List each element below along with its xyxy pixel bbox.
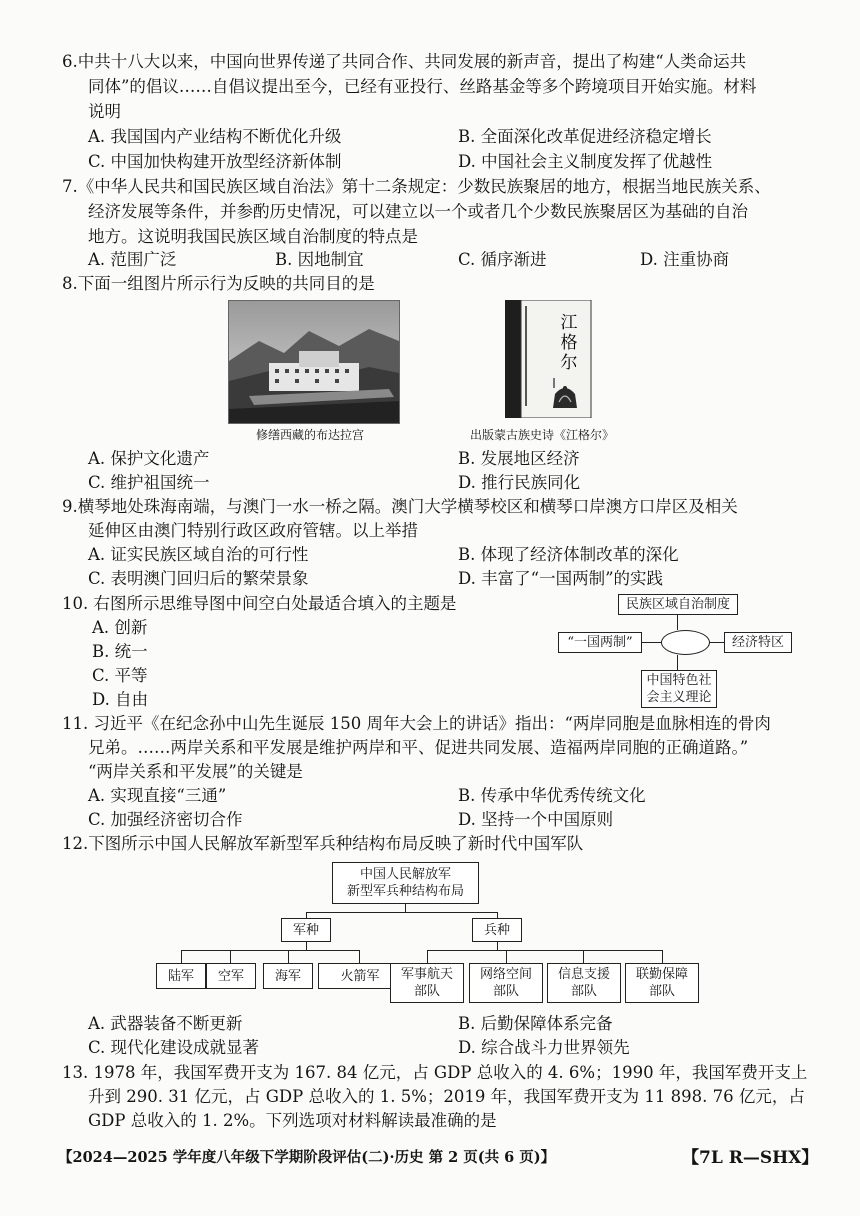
tree-information-support-node <box>547 963 621 1003</box>
q8-option-c: C. 维护祖国统一 <box>88 473 210 492</box>
q12-option-a: A. 武器装备不断更新 <box>88 1014 243 1033</box>
q10-option-b: B. 统一 <box>92 642 148 661</box>
information-support-line-2: 部队 <box>570 984 597 999</box>
cyberspace-line-2: 部队 <box>492 984 519 999</box>
q9-stem-line-2: 延伸区由澳门特别行政区政府管辖。以上举措 <box>88 521 418 540</box>
book-title-char-3: 尔 <box>560 353 578 373</box>
q9-option-b: B. 体现了经济体制改革的深化 <box>458 545 679 564</box>
q11-stem-line-3: “两岸关系和平发展”的关键是 <box>88 762 303 781</box>
q11-option-a: A. 实现直接“三通” <box>88 786 227 805</box>
jangar-book-image <box>503 300 593 418</box>
joint-logistics-line-1: 联勤保障 <box>635 967 688 982</box>
q7-option-d: D. 注重协商 <box>640 250 730 269</box>
tree-joint-logistics-node <box>625 963 699 1003</box>
q6-stem-line-2: 同体”的倡议……自倡议提出至今，已经有亚投行、丝路基金等多个跨境项目开始实施。材料 <box>88 77 757 96</box>
q10-option-d: D. 自由 <box>92 690 149 709</box>
book-title-char-2: 格 <box>560 333 578 353</box>
q9-option-a: A. 证实民族区域自治的可行性 <box>88 545 309 564</box>
tree-arms-node: 兵种 <box>472 918 522 942</box>
q10-option-c: C. 平等 <box>92 666 148 685</box>
q6-stem-line-3: 说明 <box>88 102 121 121</box>
aerospace-line-1: 军事航天 <box>400 967 453 982</box>
q7-option-a: A. 范围广泛 <box>88 250 177 269</box>
page-footer-code: 【7L R—SHX】 <box>682 1148 819 1168</box>
q6-option-d: D. 中国社会主义制度发挥了优越性 <box>458 152 713 171</box>
tree-army-node: 陆军 <box>156 963 206 989</box>
mindmap-bottom-node <box>641 670 717 708</box>
mindmap-bottom-line-2: 会主义理论 <box>646 690 712 705</box>
q7-option-c: C. 循序渐进 <box>458 250 547 269</box>
tree-cyberspace-force-node <box>469 963 543 1003</box>
tree-root-line-1: 中国人民解放军 <box>359 867 451 882</box>
q8-stem: 8.下面一组图片所示行为反映的共同目的是 <box>62 274 375 293</box>
q7-stem-line-2: 经济发展等条件，并参酌历史情况，可以建立以一个或者几个少数民族聚居区为基础的自治 <box>88 202 748 221</box>
q10-option-a: A. 创新 <box>92 618 148 637</box>
mindmap-center-blank <box>661 630 710 655</box>
tree-navy-node: 海军 <box>263 963 313 989</box>
tree-aerospace-force-node <box>390 963 464 1003</box>
q8-option-d: D. 推行民族同化 <box>458 473 581 492</box>
q13-stem-line-3: GDP 总收入的 1. 2%。下列选项对材料解读最准确的是 <box>88 1111 497 1130</box>
potala-palace-photo <box>228 300 400 424</box>
q9-option-d: D. 丰富了“一国两制”的实践 <box>458 569 664 588</box>
q11-stem-line-1: 11. 习近平《在纪念孙中山先生诞辰 150 周年大会上的讲话》指出：“两岸同胞是血脉相连的骨肉 <box>62 714 771 733</box>
tree-root-line-2: 新型军兵种结构布局 <box>346 884 464 899</box>
q7-stem-line-1: 7.《中华人民共和国民族区域自治法》第十二条规定：少数民族聚居的地方，根据当地民族关系、 <box>62 177 771 196</box>
q8-option-a: A. 保护文化遗产 <box>88 449 210 468</box>
q12-option-d: D. 综合战斗力世界领先 <box>458 1038 630 1057</box>
q10-stem: 10. 右图所示思维导图中间空白处最适合填入的主题是 <box>62 594 457 613</box>
q9-option-c: C. 表明澳门回归后的繁荣景象 <box>88 569 309 588</box>
joint-logistics-line-2: 部队 <box>648 984 675 999</box>
tree-rocket-force-node: 火箭军 <box>318 963 402 989</box>
mindmap-top-node: 民族区域自治制度 <box>618 594 738 615</box>
jangar-book-caption: 出版蒙古族史诗《江格尔》 <box>470 428 615 442</box>
aerospace-line-2: 部队 <box>413 984 440 999</box>
q9-stem-line-1: 9.横琴地处珠海南端，与澳门一水一桥之隔。澳门大学横琴校区和横琴口岸澳方口岸区及相关 <box>62 497 738 516</box>
book-title-char-1: 江 <box>560 313 578 333</box>
q13-stem-line-1: 13. 1978 年，我国军费开支为 167. 84 亿元，占 GDP 总收入的 4. 6%；1990 年，我国军费开支上 <box>62 1063 808 1082</box>
tree-air-force-node: 空军 <box>206 963 256 989</box>
q11-stem-line-2: 兄弟。……两岸关系和平发展是维护两岸和平、促进共同发展、造福两岸同胞的正确道路。” <box>88 738 749 757</box>
q6-stem-line-1: 6.中共十八大以来，中国向世界传递了共同合作、共同发展的新声音，提出了构建“人类命运共 <box>62 52 747 71</box>
mindmap-right-node: 经济特区 <box>724 632 792 653</box>
q7-option-b: B. 因地制宜 <box>275 250 364 269</box>
q6-option-a: A. 我国国内产业结构不断优化升级 <box>88 127 342 146</box>
q12-option-c: C. 现代化建设成就显著 <box>88 1038 260 1057</box>
q11-option-d: D. 坚持一个中国原则 <box>458 810 614 829</box>
mindmap-bottom-line-1: 中国特色社 <box>646 673 712 688</box>
information-support-line-1: 信息支援 <box>557 967 610 982</box>
cyberspace-line-1: 网络空间 <box>479 967 532 982</box>
q11-option-b: B. 传承中华优秀传统文化 <box>458 786 646 805</box>
tree-root-node <box>332 862 479 904</box>
q6-option-b: B. 全面深化改革促进经济稳定增长 <box>458 127 712 146</box>
q6-option-c: C. 中国加快构建开放型经济新体制 <box>88 152 342 171</box>
q8-option-b: B. 发展地区经济 <box>458 449 580 468</box>
q11-option-c: C. 加强经济密切合作 <box>88 810 243 829</box>
page-footer-info: 【2024—2025 学年度八年级下学期阶段评估(二)·历史 第 2 页(共 6 页)】 <box>58 1149 556 1166</box>
potala-palace-caption: 修缮西藏的布达拉宫 <box>256 428 365 442</box>
q12-stem: 12.下图所示中国人民解放军新型军兵种结构布局反映了新时代中国军队 <box>62 834 584 853</box>
q7-stem-line-3: 地方。这说明我国民族区域自治制度的特点是 <box>88 227 418 246</box>
q13-stem-line-2: 升到 290. 31 亿元，占 GDP 总收入的 1. 5%；2019 年，我国军费开支为 11 898. 76 亿元，占 <box>88 1087 805 1106</box>
q12-option-b: B. 后勤保障体系完备 <box>458 1014 613 1033</box>
tree-services-node: 军种 <box>281 918 331 942</box>
mindmap-left-node: “一国两制” <box>558 632 642 653</box>
